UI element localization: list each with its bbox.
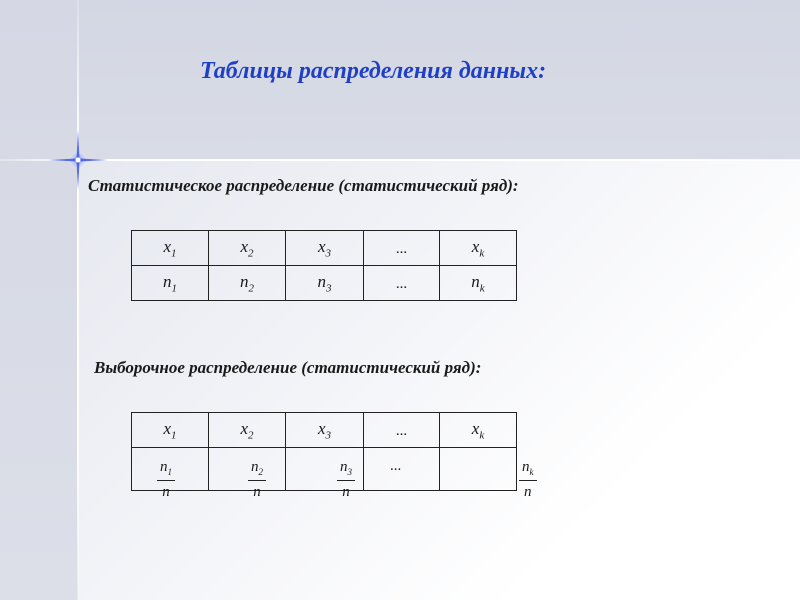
table-cell: $x_1$ [132,231,209,266]
table-cell: $x_k$ [440,231,517,266]
page-title: Таблицы распределения данных: [200,58,547,84]
table-row [132,448,517,491]
sample-distribution-heading: Выборочное распределение (статистический ряд): [94,358,482,377]
table-cell: ... [364,266,440,301]
table-cell: $n_k$ [440,266,517,301]
table-cell: $n_2$ [209,266,286,301]
statistical-distribution-table [131,230,517,301]
table-cell [364,448,440,491]
table-cell: $x_1$ [132,413,209,448]
sample-distribution-table [131,412,517,491]
table-cell: $x_2$ [209,231,286,266]
relative-frequency-fraction: $\frac{n_1}{n}$ [157,460,175,500]
table-row [132,413,517,448]
side-band [0,0,78,600]
table-cell: $n_3$ [286,266,364,301]
table-cell [440,448,517,491]
content-panel [78,160,800,600]
table-cell: $x_k$ [440,413,517,448]
table-row [132,231,517,266]
table-cell: $x_3$ [286,231,364,266]
table-cell: $n_1$ [132,266,209,301]
relative-frequency-fraction: $\frac{n_2}{n}$ [248,460,266,500]
table-cell: ... [364,413,440,448]
table-cell [209,448,286,491]
decorative-horizontal-line [0,159,800,161]
relative-frequency-fraction: $\frac{n_k}{n}$ [519,460,537,500]
table-cell: ... [364,231,440,266]
decorative-vertical-line [77,0,79,600]
table-row [132,266,517,301]
relative-frequency-fraction: $\frac{n_3}{n}$ [337,460,355,500]
table-cell: $x_3$ [286,413,364,448]
ellipsis-text: ... [390,458,402,474]
statistical-distribution-heading: Статистическое распределение (статистический ряд): [88,176,519,195]
table-cell: $x_2$ [209,413,286,448]
